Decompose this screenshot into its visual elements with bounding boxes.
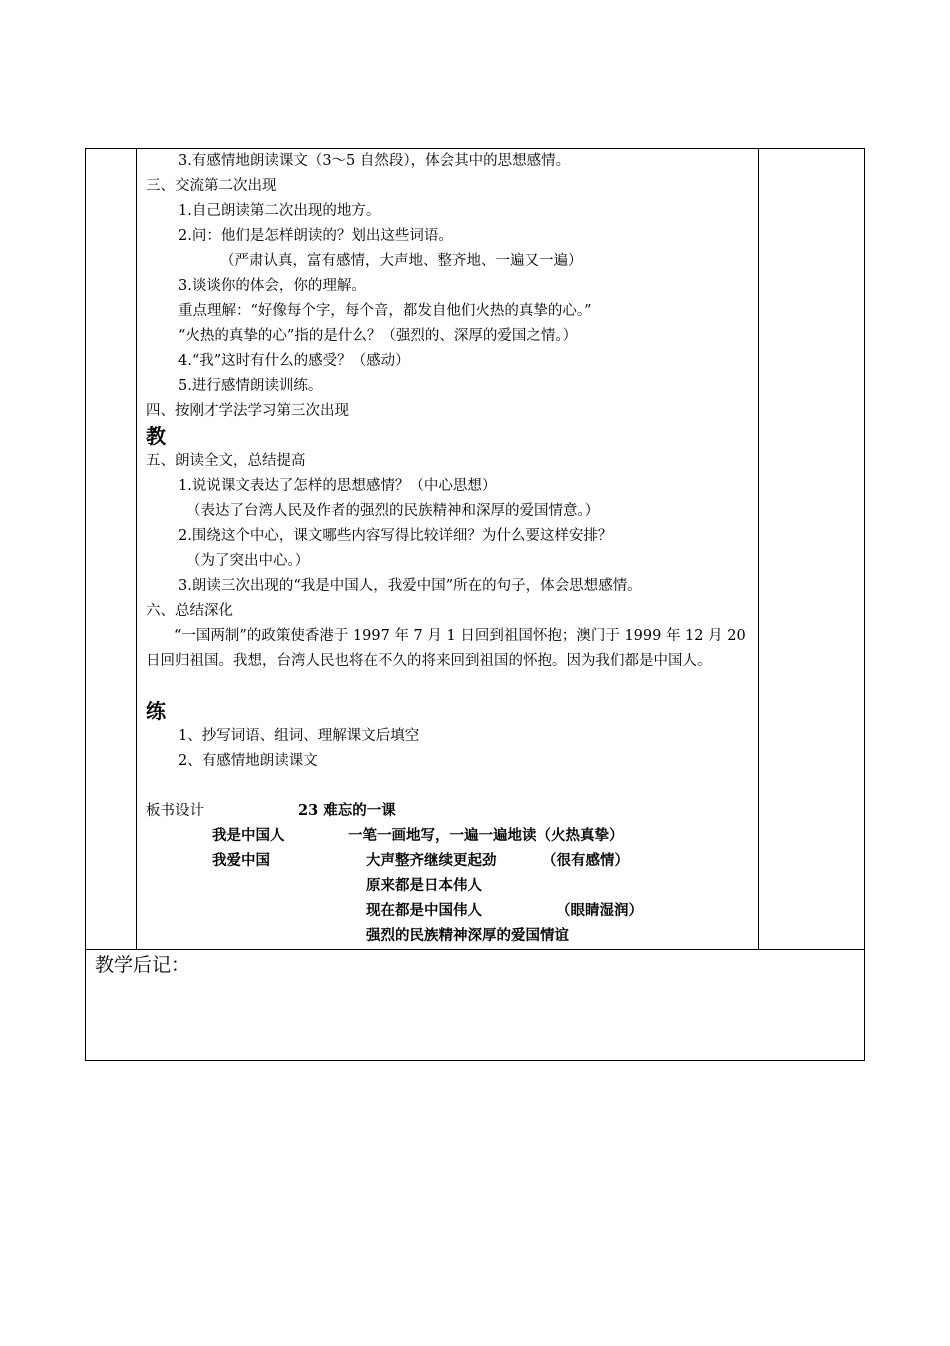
- board-right-1: 一笔一画地写，一遍一遍地读（火热真挚）: [348, 827, 624, 844]
- step-3-read: 3.有感情地朗读课文（3～5 自然段），体会其中的思想感情。: [178, 153, 571, 169]
- column-divider-left: [136, 148, 137, 949]
- board-right-4: 现在都是中国伟人: [366, 902, 482, 919]
- board-left-2: 我爱中国: [212, 852, 270, 869]
- section-6-heading: 六、总结深化: [146, 603, 233, 619]
- practice-heading: 练: [146, 699, 166, 723]
- board-note-4: （眼睛湿润）: [556, 902, 643, 919]
- board-right-5: 强烈的民族精神深厚的爱国情谊: [366, 927, 569, 944]
- section-3-answer: （严肃认真，富有感情，大声地、整齐地、一遍又一遍）: [220, 253, 583, 269]
- section-3-item-5: 5.进行感情朗读训练。: [178, 378, 323, 394]
- teach-heading: 教: [146, 424, 166, 448]
- summary-paragraph: “一国两制”的政策使香港于 1997 年 7 月 1 日回到祖国怀抱；澳门于 1999 年 12 月 20 日回归祖国。我想，台湾人民也将在不久的将来回到祖国的怀抱。因为我们都是中国人。: [146, 628, 746, 669]
- section-3-heading: 三、交流第二次出现: [146, 178, 277, 194]
- board-right-3: 原来都是日本伟人: [366, 877, 482, 894]
- section-3-item-3: 3.谈谈你的体会，你的理解。: [178, 278, 366, 294]
- board-design-label: 板书设计: [146, 803, 204, 819]
- lesson-plan-table: [85, 148, 865, 1061]
- section-5-item-2: 2.围绕这个中心，课文哪些内容写得比较详细？为什么要这样安排？: [178, 528, 613, 544]
- section-4-heading: 四、按刚才学法学习第三次出现: [146, 403, 349, 419]
- section-3-item-1: 1.自己朗读第二次出现的地方。: [178, 203, 381, 219]
- column-divider-right: [758, 148, 759, 949]
- section-5-heading: 五、朗读全文，总结提高: [146, 453, 306, 469]
- teaching-postscript-label: 教学后记：: [95, 954, 191, 976]
- board-left-1: 我是中国人: [212, 827, 285, 844]
- practice-item-2: 2、有感情地朗读课文: [178, 753, 318, 769]
- key-question: “火热的真挚的心”指的是什么？（强烈的、深厚的爱国之情。）: [178, 328, 578, 344]
- section-3-item-2: 2.问：他们是怎样朗读的？划出这些词语。: [178, 228, 453, 244]
- board-right-2: 大声整齐继续更起劲: [366, 852, 497, 869]
- row-divider: [85, 949, 865, 950]
- board-design-title: 23 难忘的一课: [298, 802, 396, 819]
- section-5-answer-1: （表达了台湾人民及作者的强烈的民族精神和深厚的爱国情意。）: [186, 503, 600, 519]
- section-5-item-1: 1.说说课文表达了怎样的思想感情？（中心思想）: [178, 478, 497, 494]
- section-5-item-3: 3.朗读三次出现的“我是中国人，我爱中国”所在的句子，体会思想感情。: [178, 578, 642, 594]
- practice-item-1: 1、抄写词语、组词、理解课文后填空: [178, 728, 420, 744]
- section-3-item-4: 4.“我”这时有什么的感受？（感动）: [178, 353, 410, 369]
- board-note-2: （很有感情）: [542, 852, 629, 869]
- section-5-answer-2: （为了突出中心。）: [186, 553, 310, 569]
- key-understanding: 重点理解：“好像每个字，每个音，都发自他们火热的真挚的心。”: [178, 303, 592, 319]
